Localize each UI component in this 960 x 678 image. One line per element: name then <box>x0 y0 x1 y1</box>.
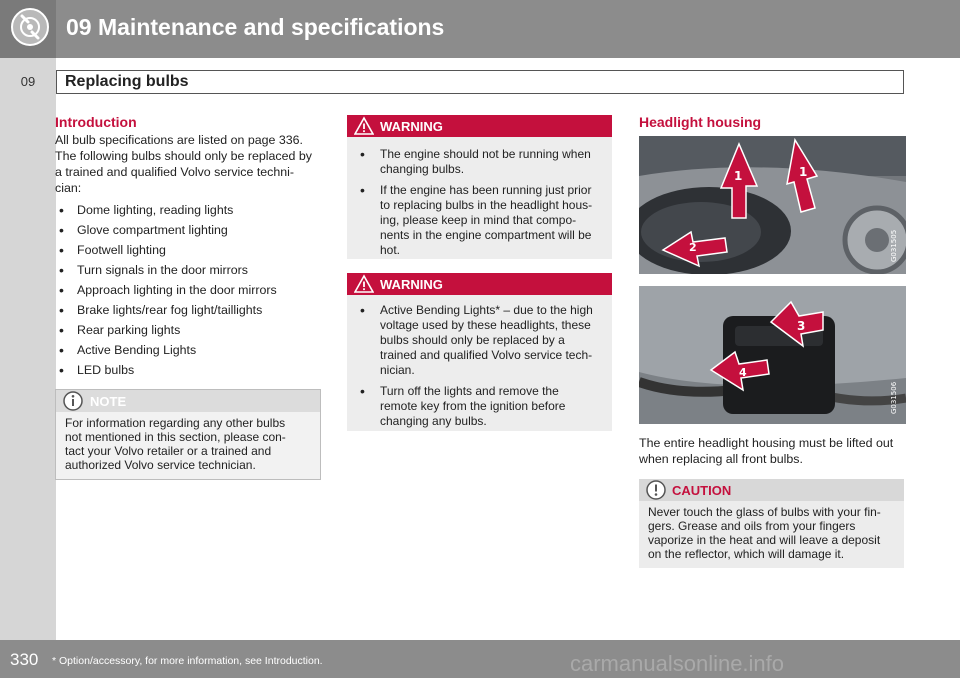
warning-line: Turn off the lights and remove the <box>380 384 559 398</box>
caution-title: CAUTION <box>672 483 732 498</box>
warning-line: If the engine has been running just prior <box>380 183 592 197</box>
note-line: not mentioned in this section, please con- <box>65 430 286 444</box>
note-line: authorized Volvo service technician. <box>65 458 256 472</box>
arrow-label: 4 <box>739 366 747 379</box>
warning-line: nents in the engine compartment will be <box>380 228 592 242</box>
list-item: • Approach lighting in the door mirrors <box>55 282 325 298</box>
column-intro <box>55 114 325 382</box>
list-item <box>356 183 603 258</box>
warning-body <box>347 137 612 272</box>
list-item: • Active Bending Lights <box>55 342 325 358</box>
list-item: • Glove compartment lighting <box>55 222 325 238</box>
headlight-heading: Headlight housing <box>639 114 762 130</box>
column-headlight <box>639 114 909 132</box>
caution-body <box>639 501 904 569</box>
intro-line: The following bulbs should only be replaced by <box>55 149 312 163</box>
warning-triangle-icon <box>354 274 374 294</box>
caution-line: vaporize in the heat and will leave a deposit <box>648 533 881 547</box>
warning-header <box>347 115 612 137</box>
note-title: NOTE <box>90 394 127 409</box>
warning-line: hot. <box>380 243 401 257</box>
info-icon <box>63 391 83 411</box>
arrow-label: 1 <box>734 169 743 183</box>
list-item: • Dome lighting, reading lights <box>55 202 325 218</box>
list-item <box>356 147 603 177</box>
chapter-header <box>0 0 960 58</box>
warning-line: remote key from the ignition before <box>380 399 566 413</box>
caution-header <box>639 479 904 501</box>
list-item <box>356 303 603 378</box>
section-title: Replacing bulbs <box>65 73 189 90</box>
logo-tab <box>0 0 56 58</box>
headlight-housing-photo <box>639 136 906 274</box>
warning-title: WARNING <box>380 119 443 134</box>
warning-header <box>347 273 612 295</box>
arrow-label: 3 <box>797 319 806 333</box>
warning-line: changing bulbs. <box>380 162 465 176</box>
intro-line: a trained and qualified Volvo service techni- <box>55 165 295 179</box>
intro-line: All bulb specifications are listed on page 336. <box>55 133 303 147</box>
list-item: • Turn signals in the door mirrors <box>55 262 325 278</box>
arrow-label: 1 <box>799 165 808 179</box>
warning-line: Active Bending Lights* – due to the high <box>380 303 593 317</box>
warning-box-bending-lights <box>347 273 612 431</box>
intro-line: cian: <box>55 181 82 195</box>
intro-heading: Introduction <box>55 114 137 130</box>
note-header <box>56 390 320 412</box>
page-number: 330 <box>10 650 39 669</box>
caution-line: gers. Grease and oils from your fingers <box>648 519 856 533</box>
body-line: when replacing all front bulbs. <box>639 452 803 466</box>
warning-line: bulbs should only be replaced by a <box>380 333 565 347</box>
chapter-number: 09 <box>20 74 36 89</box>
chapter-title: 09 Maintenance and specifications <box>66 14 445 40</box>
note-line: For information regarding any other bulbs <box>65 416 286 430</box>
warning-body <box>347 295 612 443</box>
note-line: tact your Volvo retailer or a trained and <box>65 444 272 458</box>
caution-exclamation-icon <box>646 480 666 500</box>
headlight-illustration <box>639 136 906 274</box>
connector-illustration <box>639 286 906 424</box>
warning-line: nician. <box>380 363 415 377</box>
warning-box-engine <box>347 115 612 259</box>
arrow-label: 2 <box>689 241 697 254</box>
warning-line: ing, please keep in mind that compo- <box>380 213 577 227</box>
list-item: • Footwell lighting <box>55 242 325 258</box>
warning-line: to replacing bulbs in the headlight hous- <box>380 198 593 212</box>
note-body <box>56 412 320 480</box>
warning-line: The engine should not be running when <box>380 147 591 161</box>
warning-title: WARNING <box>380 277 443 292</box>
caution-line: Never touch the glass of bulbs with your fin- <box>648 505 881 519</box>
list-item: • Brake lights/rear fog light/taillights <box>55 302 325 318</box>
caution-box <box>639 479 904 568</box>
warning-list <box>356 303 603 429</box>
warning-list <box>356 147 603 258</box>
section-title-bar <box>56 70 904 94</box>
headlight-body <box>639 435 914 467</box>
warning-triangle-icon <box>354 116 374 136</box>
body-line: The entire headlight housing must be lifted out <box>639 436 894 450</box>
list-item: • Rear parking lights <box>55 322 325 338</box>
bulb-list <box>55 202 325 378</box>
note-box <box>55 389 321 480</box>
image-code: G031505 <box>890 229 898 262</box>
caution-line: on the reflector, which will damage it. <box>648 547 845 561</box>
list-item: • LED bulbs <box>55 362 325 378</box>
warning-line: voltage used by these headlights, these <box>380 318 591 332</box>
chapter-side-tab <box>0 58 56 640</box>
list-item <box>356 384 603 429</box>
page-footer <box>0 640 960 678</box>
warning-line: changing any bulbs. <box>380 414 487 428</box>
connector-photo <box>639 286 906 424</box>
watermark: carmanualsonline.info <box>570 651 785 676</box>
footnote: * Option/accessory, for more information, see Introduction. <box>52 655 323 667</box>
wrench-gear-icon <box>9 6 51 48</box>
image-code: G031506 <box>890 381 898 414</box>
warning-line: trained and qualified Volvo service tech- <box>380 348 593 362</box>
